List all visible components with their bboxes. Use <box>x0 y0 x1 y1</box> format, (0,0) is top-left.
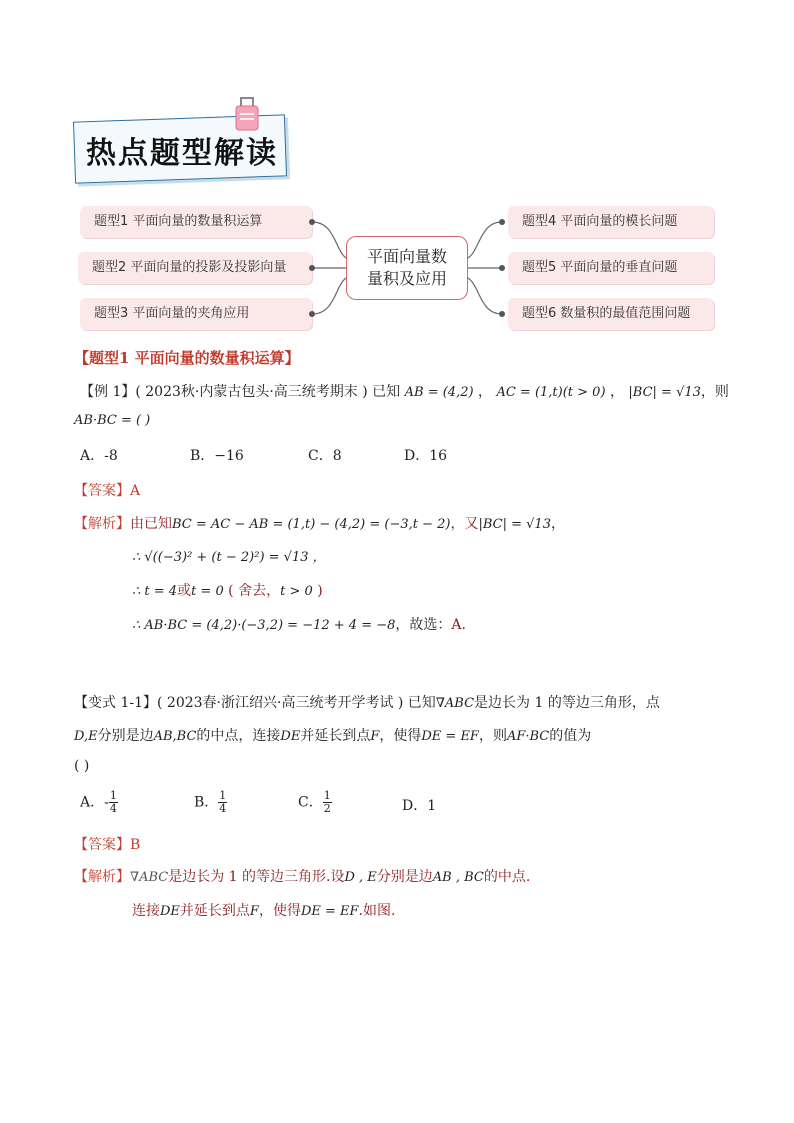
section-heading: 【题型1 平面向量的数量积运算】 <box>74 349 300 367</box>
fraction-denominator: 2 <box>323 802 331 815</box>
variant-math: DE <box>280 729 301 744</box>
connector-dot <box>499 265 505 271</box>
analysis-math: ∴ t = 4 <box>132 584 178 599</box>
fraction-numerator: 1 <box>323 789 331 802</box>
mindmap-center-line1: 平面向量数 <box>366 247 447 266</box>
analysis-math: D , E <box>344 870 377 885</box>
option-letter: A． <box>80 794 105 811</box>
variant-analysis-line2 <box>132 900 395 920</box>
analysis-math: ∇ABC <box>130 870 169 885</box>
answer-value: B <box>130 837 141 853</box>
example-tag: 【例 1】 <box>80 384 136 400</box>
mindmap-topic-4[interactable]: 题型4 平面向量的模长问题 <box>508 206 714 238</box>
option-fraction <box>218 790 227 815</box>
variant-option-d[interactable] <box>402 795 436 815</box>
answer-line <box>74 480 140 500</box>
analysis-text: .如图. <box>358 903 396 919</box>
variant-option-b[interactable] <box>194 790 227 815</box>
analysis-text: 连接 <box>132 903 160 919</box>
variant-math: F <box>370 729 380 744</box>
analysis-math: ∴ AB·BC = (4,2)·(−3,2) = −12 + 4 = −8 <box>132 618 396 633</box>
option-fraction <box>323 790 332 815</box>
variant1-line2 <box>74 725 591 745</box>
option-letter: B． <box>194 794 219 811</box>
mindmap-topic-5[interactable]: 题型5 平面向量的垂直问题 <box>508 252 714 284</box>
analysis-line3 <box>132 580 323 600</box>
analysis-tag: 【解析】 <box>74 869 130 885</box>
variant-text: 的值为 <box>549 728 592 744</box>
analysis-text: ，故选： <box>395 617 452 633</box>
variant-text: ，则 <box>478 728 507 744</box>
then-text: ，则 <box>700 384 729 400</box>
option-d[interactable]: D．16 <box>404 448 448 464</box>
answer-value: A <box>130 483 141 499</box>
variant-text: 的中点，连接 <box>196 728 281 744</box>
analysis-text: ，又 <box>450 516 479 532</box>
analysis-math: t > 0 <box>280 584 313 599</box>
variant-option-a[interactable] <box>80 790 118 815</box>
example1-line1: 【例 1】( 2023秋·内蒙古包头·高三统考期末 ) 已知 AB = (4,2) ， AC = (1,t)(t > 0) ， |BC| = √13，则 <box>80 384 729 400</box>
mindmap-topic-2[interactable]: 题型2 平面向量的投影及投影向量 <box>78 252 312 284</box>
variant1-blank: ( ) <box>74 758 90 774</box>
analysis-text: 或 <box>177 583 192 599</box>
mindmap-topic-3[interactable]: 题型3 平面向量的夹角应用 <box>80 298 312 330</box>
vector-bc-modulus: |BC| = √13 <box>628 385 701 400</box>
variant-math: AF·BC <box>506 729 550 744</box>
analysis-text: ) <box>317 583 323 599</box>
mindmap-topic-1[interactable]: 题型1 平面向量的数量积运算 <box>80 206 312 238</box>
variant-text: ，使得 <box>379 728 422 744</box>
connector-dot <box>309 311 315 317</box>
variant-source: ( 2023春·浙江绍兴·高三统考开学考试 ) 已知 <box>157 695 436 711</box>
analysis-line1 <box>74 513 565 533</box>
option-a[interactable]: A．-8 <box>80 448 118 464</box>
analysis-line4 <box>132 614 466 634</box>
analysis-math: |BC| = √13 <box>478 517 551 532</box>
option-fraction <box>109 790 118 815</box>
variant-option-c[interactable] <box>298 790 332 815</box>
option-letter: C． <box>298 794 323 811</box>
fraction-denominator: 4 <box>109 802 117 815</box>
analysis-text: A. <box>451 617 466 633</box>
variant-math: ∇ABC <box>435 696 475 711</box>
analysis-text: 并延长到点 <box>179 903 250 919</box>
mindmap-topic-6[interactable]: 题型6 数量积的最值范围问题 <box>508 298 714 330</box>
analysis-math: DE <box>160 904 180 919</box>
variant-answer-line <box>74 834 140 854</box>
option-b[interactable]: B．−16 <box>190 448 244 464</box>
variant-text: 并延长到点 <box>300 728 371 744</box>
analysis-math: AB , BC <box>432 870 484 885</box>
analysis-text: 由已知 <box>130 516 172 532</box>
example1-question: AB·BC = ( ) <box>74 413 151 428</box>
answer-tag: 【答案】 <box>74 837 130 853</box>
connector-dot <box>309 219 315 225</box>
connector-dot <box>499 311 505 317</box>
mindmap-center <box>346 236 468 300</box>
analysis-math: DE = EF <box>300 904 359 919</box>
analysis-text: 的中点. <box>483 869 531 885</box>
variant-text: 是边长为 1 的等边三角形，点 <box>474 695 660 711</box>
variant-text: 分别是边 <box>97 728 154 744</box>
variant1-line1 <box>74 692 660 712</box>
option-letter: D． <box>402 798 428 814</box>
variant-math: D,E <box>74 729 98 744</box>
variant-analysis-line1 <box>74 866 530 886</box>
analysis-text: 分别是边 <box>376 869 433 885</box>
option-value: 1 <box>427 798 437 814</box>
option-sign: - <box>104 794 109 811</box>
variant-tag: 【变式 1-1】 <box>74 695 157 711</box>
analysis-line2: ∴ √((−3)² + (t − 2)²) = √13 ， <box>132 550 326 565</box>
variant-math: DE = EF <box>421 729 479 744</box>
analysis-math: F <box>249 904 259 919</box>
analysis-text: ，使得 <box>258 903 301 919</box>
analysis-math: BC = AC − AB = (1,t) − (4,2) = (−3,t − 2) <box>172 517 451 532</box>
analysis-tag: 【解析】 <box>74 516 130 532</box>
example-source: ( 2023秋·内蒙古包头·高三统考期末 ) 已知 <box>135 384 401 400</box>
variant-math: AB,BC <box>153 729 197 744</box>
analysis-text: ， <box>550 516 565 532</box>
fraction-numerator: 1 <box>219 789 227 802</box>
banner-title: 热点题型解读 <box>86 136 278 171</box>
answer-tag: 【答案】 <box>74 483 130 499</box>
connector-dot <box>309 265 315 271</box>
analysis-text: 是边长为 1 的等边三角形.设 <box>168 869 345 885</box>
vector-ab-value: AB = (4,2) <box>404 385 474 400</box>
option-c[interactable]: C．8 <box>308 448 342 464</box>
mindmap-center-line2: 量积及应用 <box>366 269 447 288</box>
fraction-numerator: 1 <box>109 789 117 802</box>
analysis-math: t = 0 <box>191 584 224 599</box>
fraction-denominator: 4 <box>219 802 227 815</box>
connector-dot <box>499 219 505 225</box>
analysis-text: ( 舍去， <box>228 583 281 599</box>
vector-ac-value: AC = (1,t)(t > 0) <box>496 385 606 400</box>
